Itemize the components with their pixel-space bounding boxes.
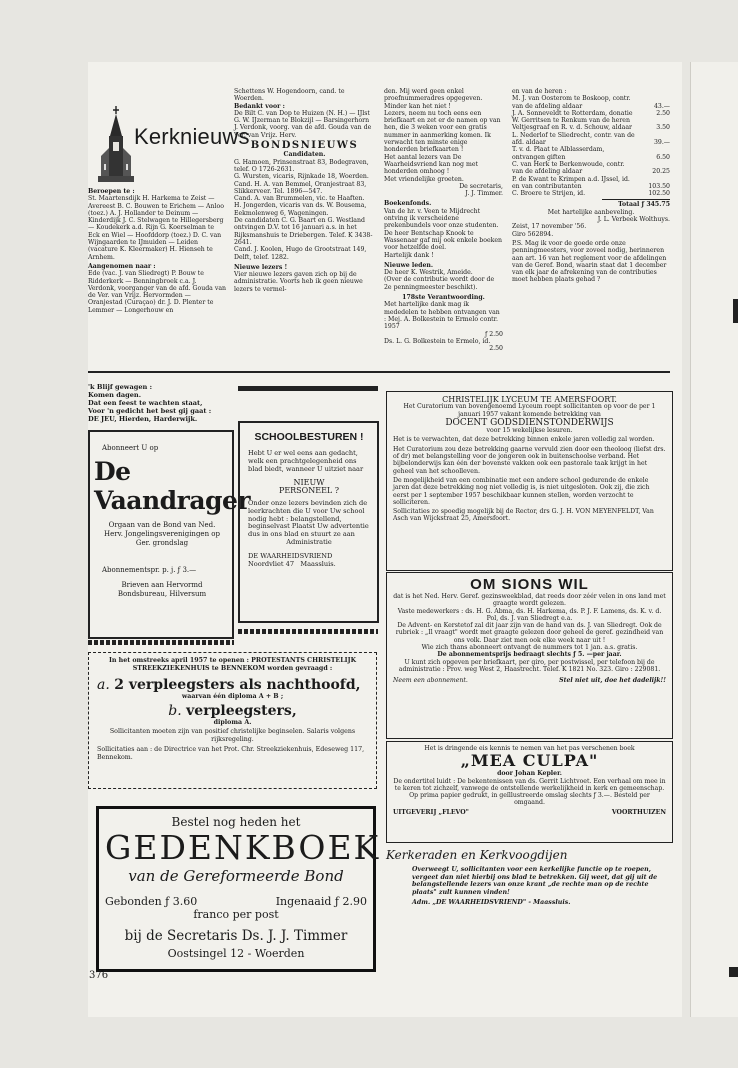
bennekom-content [97, 657, 368, 761]
sions-footer [393, 677, 666, 684]
verantwoording-amount: ƒ 2.50 [484, 330, 503, 338]
section-divider [88, 371, 670, 373]
nieuwe-leden-label: Nieuwe leden. [384, 261, 434, 269]
donation-amount: 2.50 [656, 109, 670, 117]
kerkeraden-title: Kerkeraden en Kerkvoogdijen [386, 848, 568, 862]
donation-text: P. de Kwant te Krimpen a.d. IJssel, id. en van contributanten [512, 175, 630, 190]
school-top-bar [238, 386, 378, 391]
donation-amount: 43.— [653, 102, 670, 110]
donation-amount: 6.50 [656, 153, 670, 161]
bennekom-b-sub: diploma A. [213, 718, 252, 726]
gedenkboek-gebonden: Gebonden ƒ 3.60 [105, 895, 198, 908]
donation-row [512, 132, 670, 147]
sions-sub-5: De abonnementsprijs bedraagt slechts ƒ 5. —per jaar. [437, 651, 622, 659]
bennekom-a-sub: waarvan één diploma A + B ; [181, 693, 284, 700]
beroepen-label: Beroepen te : [88, 188, 135, 195]
donation-amount: 103.50 [648, 182, 670, 190]
verantwoording-label: 178ste Verantwoording. [402, 294, 485, 302]
signature-name: J. J. Timmer. [465, 190, 503, 198]
kerkeraden-text: Overweegt U, sollicitanten voor een kerkelijke functie op te roepen, vergeet dan niet hierbij ons blad te betrekken. Gij weet, dat gij uit de belangstellende lezers van onze krant „de rechte man op de rechte plaats" zult kunnen vinden! [412, 866, 658, 896]
kandidaten-text: G. Hamoen, Prinsenstraat 83, Bodegraven, telef. O 1726-2631. G. Wursten, vicaris, Rijnkade 18, Woerden. Cand. H. A. van Bemmel, Oranjestraat 83, Slikkerveer. Tel. 1896—547. Cand. A. van Brummelen, vic. te Haaften. H. Jongerden, vicaris van ds. W. Bousema, Eekmolenweg 6, Wageningen. De candidaten C. G. Baart en G. Westland ontvingen D.V. tot 16 januari a.s. in het Rijksmanshuis te Driebergen. Telef. K 3438-2641. Cand. J. Koolen, Hugo de Grootstraat 149, Delft, telef. 1282. [234, 158, 373, 261]
bennekom-b-text: verpleegsters, [186, 702, 297, 719]
vaandrager-price: Abonnementspr. p. j. ƒ 3.— [102, 566, 197, 574]
sions-sub-6: U kunt zich opgeven per briefkaart, per giro, per postwissel, per telefoon bij de administratie : Prov. weg West 2, Haastrecht. Telef. K 1821 No. 323. Giro : 229081. [398, 658, 661, 673]
kerknieuws-title: Kerknieuws [134, 124, 250, 149]
boekenfonds-label: Boekenfonds. [384, 200, 432, 208]
donation-text: M. J. van Oosterom te Boskoop, contr. van de afdeling aldaar [512, 95, 631, 110]
page-number: 376 [89, 970, 109, 981]
donation-row [512, 110, 670, 117]
bennekom-head: In het omstreeks april 1957 te openen : PROTESTANTS CHRISTELIJK STREEKZIEKENHUIS te BENNEKOM worden gevraagd : [108, 657, 357, 672]
donation-row [512, 146, 670, 161]
lyceum-intro: Het Curatorium van bovengenoemd Lyceum roept sollicitanten op voor de per 1 januari 1957 vakant komende betrekking van [403, 403, 656, 418]
boekenfonds-text: Van de hr. v. Veen te Mijdrecht ontving ik verscheidene prekenbundels voor onze studenten. De heer Bentschap Knook te Wassenaar gaf mij ook enkele boeken voor hetzelfde doel. Hartelijk dank ! [384, 207, 503, 259]
culpa-author: door Johan Kepler. [497, 770, 562, 778]
bennekom-ad [88, 652, 377, 789]
blijf-line-4: Voor 'n gedicht het best gij gaat : [88, 407, 212, 415]
donation-amount: 102.50 [648, 190, 670, 198]
donation-text: L. Nederlof te Sliedrecht, contr. van de afd. aldaar [512, 131, 635, 147]
gedenkboek-ad [96, 806, 381, 972]
blijf-line-5: DE JEU, Hierden, Harderwijk. [88, 415, 198, 423]
totaal-label: Totaal [618, 201, 640, 209]
totaal-amount: ƒ 345.75 [641, 201, 670, 209]
bennekom-s1: Sollicitanten moeten zijn van positief christelijke beginselen. Salaris volgens rijksregeling. [109, 728, 356, 743]
donation-amount: 3.50 [656, 124, 670, 132]
lyceum-p4: Sollicitaties zo spoedig mogelijk bij de Rector, drs G. J. H. VON MEYENFELDT, Van Asch van Wijckstraat 25, Amersfoort. [393, 508, 654, 523]
gedenkboek-top: Bestel nog heden het [171, 815, 301, 829]
vaandrager-ad [88, 430, 251, 639]
sions-left: Neem een abonnement. [393, 677, 468, 685]
lyceum-ad [386, 391, 673, 571]
school-personeel: PERSONEEL ? [278, 486, 340, 496]
aangenomen-text: Ede (vac. J. van Sliedregt) P. Bouw te Ridderkerk — Benningbroek c.a. J. Verdonk, voorganger van de afd. Gouda van de Ver. van Vrijz. Hervormden — Oranjestad (Curaçao) dr. J. D. Plenter te Lemmer — Longerhouw en [88, 270, 226, 314]
school-addr: Noordvliet 47 [248, 559, 295, 568]
culpa-city: VOORTHUIZEN [611, 808, 666, 816]
sions-right: Stel niet uit, doe het dadelijk!! [559, 677, 666, 685]
donation-text: C. Broere te Strijen, id. [512, 190, 586, 198]
donation-row [512, 190, 670, 197]
nieuwe-lezers-label: Nieuwe lezers ! [234, 263, 288, 271]
culpa-content [393, 745, 666, 816]
sions-sub-3: De Advent- en Kerstetof zal dit jaar zijn van de hand van ds. J. van Sliedregt. Ook de rubriek : „Il vraagt" wordt met graagte gelezen door geheel de geref. gezindheid van ons volk. Daar ziet men ook elke week naar uit ! [395, 622, 664, 644]
donation-row [512, 95, 670, 110]
facing-page-edge [690, 62, 738, 1017]
gedenkboek-secretaris: bij de Secretaris Ds. J. J. Timmer [124, 928, 348, 944]
kandidaten-label: Candidaten. [283, 151, 326, 159]
aanbeveling-text: Met hartelijke aanbeveling. [547, 208, 635, 216]
vaandrager-title: De Vaandrager [94, 457, 251, 515]
donation-row [512, 176, 670, 191]
donation-text: J. A. Sonneveldt te Rotterdam, donatie [512, 109, 633, 117]
donation-text: C. van Herk te Berkenwoude, contr. van de afdeling aldaar [512, 160, 625, 176]
sions-sub-1: dat is het Ned. Herv. Geref. gezinsweekblad, dat reeds door zéér velen in ons land met graagte wordt gelezen. [393, 593, 666, 608]
donation-amount: 39.— [653, 139, 670, 147]
gedenkboek-content [105, 815, 381, 960]
school-text-1: Hebt U er wel eens aan gedacht, welk een prachtgelegenheid ons blad biedt, wanneer U uitziet naar [248, 449, 364, 473]
bondsnieuws-heading: BONDSNIEUWS [250, 140, 359, 152]
culpa-intro: Het is dringende eis kennis te nemen van het pas verschenen boek [424, 745, 635, 752]
bennekom-b [97, 703, 368, 719]
schettens-text: Schettens W. Hogendoorn, cand. te Woerden. [234, 88, 345, 103]
gedenkboek-title: GEDENKBOEK [105, 828, 381, 867]
gedenkboek-address: Oostsingel 12 - Woerden [167, 947, 305, 960]
lyceum-p1: Het is te verwachten, dat deze betrekking binnen enkele jaren volledig zal worden. [393, 436, 655, 444]
culpa-publisher: UITGEVERIJ „FLEVO" [393, 808, 469, 816]
kerkeraden-sign: Adm. „DE WAARHEIDSVRIEND" - Maassluis. [412, 899, 571, 906]
donation-row [512, 88, 670, 95]
donation-text: W. Gerritsen te Renkum van de heren Veltjesgraaf en R. v. d. Schouw, aldaar [512, 117, 632, 132]
gedenkboek-ingenaaid: Ingenaaid ƒ 2.90 [275, 895, 367, 908]
nieuwe-lezers-text: Vier nieuwe lezers gaven zich op bij de administratie. Voorts heb ik geen nieuwe lezers te vermel- [234, 271, 363, 293]
column-1 [88, 188, 226, 314]
lyceum-p3: De mogelijkheid van een combinatie met een andere school gedurende de enkele jaren dat deze betrekking nog niet volledig is, is niet uitgesloten. Ook zij, die zich eerst per 1 september 1957 beschikbaar kunnen stellen, worden verzocht te solliciteren. [393, 476, 650, 506]
school-name: DE WAARHEIDSVRIEND [248, 551, 333, 560]
bennekom-s2: Sollicitaties aan : de Directrice van het Prot. Chr. Streekziekenhuis, Edeseweg 117, Bennekom. [97, 746, 365, 761]
place-date: Zeist, 17 november '56. Giro 562894. [512, 223, 587, 238]
signature-role: De secretaris, [459, 182, 503, 190]
schoolbesturen-ad [238, 421, 379, 623]
donation-row [512, 161, 670, 176]
mea-culpa-ad [386, 741, 673, 843]
sions-sub-4: Wie zich thans abonneert ontvangt de nummers tot 1 jan. a.s. gratis. [421, 644, 638, 652]
vaandrager-content [94, 444, 251, 599]
school-nieuw: NIEUW [293, 478, 325, 488]
church-illustration-icon [98, 104, 134, 184]
vaandrager-desc: Orgaan van de Bond van Ned. Herv. Jongelingsverenigingen op Ger. grondslag [104, 521, 220, 547]
facing-page-block [733, 299, 738, 323]
column-3 [384, 88, 503, 352]
school-admin: Administratie [286, 537, 332, 546]
proefnummer-text: den. Mij werd geen enkel proefnummeradres opgegeven. Minder kan het niet ! Lezers, neem nu toch eens een briefkaart en zet er de namen op van hen, die 3 weken voor een gratis nummer in aanmerking komen. Ik verwacht ten minste enige honderden briefkaarten ! Het aantal lezers van De Waarheidsvriend kan nog met honderden omhoog ! Met vriendelijke groeten. [384, 88, 501, 183]
culpa-p1: De ondertitel luidt : De bekentenissen van ds. Gerrit Lichtvoet. Een verhaal om mee in te keren tot zichzelf, vanwege de ontstellende werkelijkheid in kerk en gemeenschap. [393, 777, 666, 792]
verantwoording-amount-2: 2.50 [489, 345, 503, 353]
totaal-row [512, 201, 670, 208]
bedankt-text: De Bilt C. van Dop te Huizen (N. H.) — IJlst G. W. IJzerman te Blokzijl — Barsingerhorn J. Verdonk, voorg. van de afd. Gouda van de Ver. van Vrijz. Herv. [234, 109, 372, 139]
gedenkboek-prices [105, 895, 367, 908]
culpa-p2: Op prima papier gedrukt, in geïllustreerde omslag slechts ƒ 3.—. Besteld per omgaand. [409, 792, 650, 807]
aangenomen-label: Aangenomen naar : [88, 262, 156, 270]
kerknieuws-header [134, 124, 250, 150]
nieuwe-leden-text: De heer K. Westrik, Ameide. (Over de contributie wordt door de 2e penningmeester beschikt). [384, 269, 495, 291]
hatch-rule-2 [238, 629, 378, 634]
lyceum-position: DOCENT GODSDIENSTONDERWIJS [445, 417, 614, 428]
sions-content [393, 576, 666, 685]
school-text-2: Onder onze lezers bevinden zich de leerkrachten die U voor Uw school nodig hebt : belangstellend, beginselvast Plaatst Uw advertentie dus in ons blad en stuurt ze aan [248, 498, 369, 539]
donation-text: en van de heren : [512, 88, 567, 95]
kerkeraden-ad [386, 848, 671, 906]
bennekom-b-label: b. [168, 702, 182, 719]
donation-amount: 20.25 [652, 168, 670, 176]
culpa-footer [393, 809, 666, 816]
gedenkboek-sub: van de Gereformeerde Bond [128, 867, 344, 885]
ps-text: P.S. Mag ik voor de goede orde onze penningmeesters, voor zoveel nodig, herinneren aan art. 16 van het reglement voor de afdelingen van de Geref. Bond, waarin staat dat 1 december van elk jaar de afrekening van de contributies moet hebben plaats gehad ? [512, 239, 667, 284]
sions-sub-2: Vaste medewerkers : ds. H. G. Abma, ds. H. Harkema, ds. P. J. F. Lamens, ds. K. v. d. Pol, ds. J. van Sliedregt e.a. [397, 607, 662, 622]
school-content [248, 431, 370, 568]
donation-text: T. v. d. Plaat te Alblasserdam, ontvangen giften [512, 146, 605, 161]
donation-row [512, 117, 670, 132]
verantwoording-text-2: Ds. L. G. Bolkestein te Ermelo, id. [384, 337, 491, 345]
bennekom-a [97, 677, 368, 693]
blijf-line-3: Dat een feest te wachten staat, [88, 399, 203, 407]
lyceum-hours: voor 15 wekelijkse lesuren. [486, 427, 573, 435]
verantwoording-text: Met hartelijke dank mag ik mededelen te hebben ontvangen van : Mej. A. Bolkestein te Ermelo contr. 1957 [384, 301, 500, 331]
bennekom-a-label: a. [97, 677, 110, 693]
bedankt-label: Bedankt voor : [234, 102, 285, 110]
column-2 [234, 88, 375, 293]
blijf-line-1: 'k Blijf gewagen : [88, 383, 153, 391]
signer-name: J. L. Verbeek Wolthuys. [597, 216, 670, 224]
vaandrager-abonneert: Abonneert U op [102, 444, 159, 452]
gedenkboek-franco: franco per post [193, 908, 279, 921]
culpa-title: „MEA CULPA" [460, 751, 599, 771]
lyceum-content [393, 396, 666, 523]
blijf-line-2: Komen dagen. [88, 391, 142, 399]
bennekom-a-text: 2 verpleegsters als nachthoofd, [114, 677, 361, 693]
school-title: SCHOOLBESTUREN ! [254, 431, 364, 443]
hatch-rule [88, 640, 234, 645]
school-address [248, 561, 370, 569]
lyceum-title: CHRISTELIJK LYCEUM TE AMERSFOORT. [442, 395, 617, 404]
column-4 [512, 88, 670, 284]
vaandrager-contact: Brieven aan Hervormd Bondsbureau, Hilversum [117, 581, 207, 598]
lyceum-p2: Het Curatorium zou deze betrekking gaarne vervuld zien door een theoloog (liefst drs. of dr) met belangstelling voor de jongeren ook in buitenschoolse verband. Het bijbelonderwijs kan één der bovenste vakken ook een pastorale taak krijgt in het geheel van het schoolleven. [393, 445, 666, 475]
beroepen-text: St. Maartensdijk H. Harkema te Zeist — Avereest B. C. Bouwen te Erichem — Anloo (toez.) A. J. Hollander te Deinum — Kinderdijk J. C. Stelwagen te Hillegersberg — Koudekerk a.d. Rijn G. Koerselman te Eck en Wiel — Hoofddorp (toez.) D. C. van Wijngaarden te IJmuiden — Leiden (vacature K. Kleermaker) H. Hienseh te Arnhem. [88, 195, 224, 261]
sions-title: OM SIONS WIL [470, 576, 589, 593]
donation-list [512, 88, 670, 197]
facing-page-rule [729, 967, 738, 977]
school-city: Maassluis. [300, 559, 336, 568]
blijf-gewagen-ad [88, 383, 234, 423]
sions-ad [386, 572, 673, 739]
